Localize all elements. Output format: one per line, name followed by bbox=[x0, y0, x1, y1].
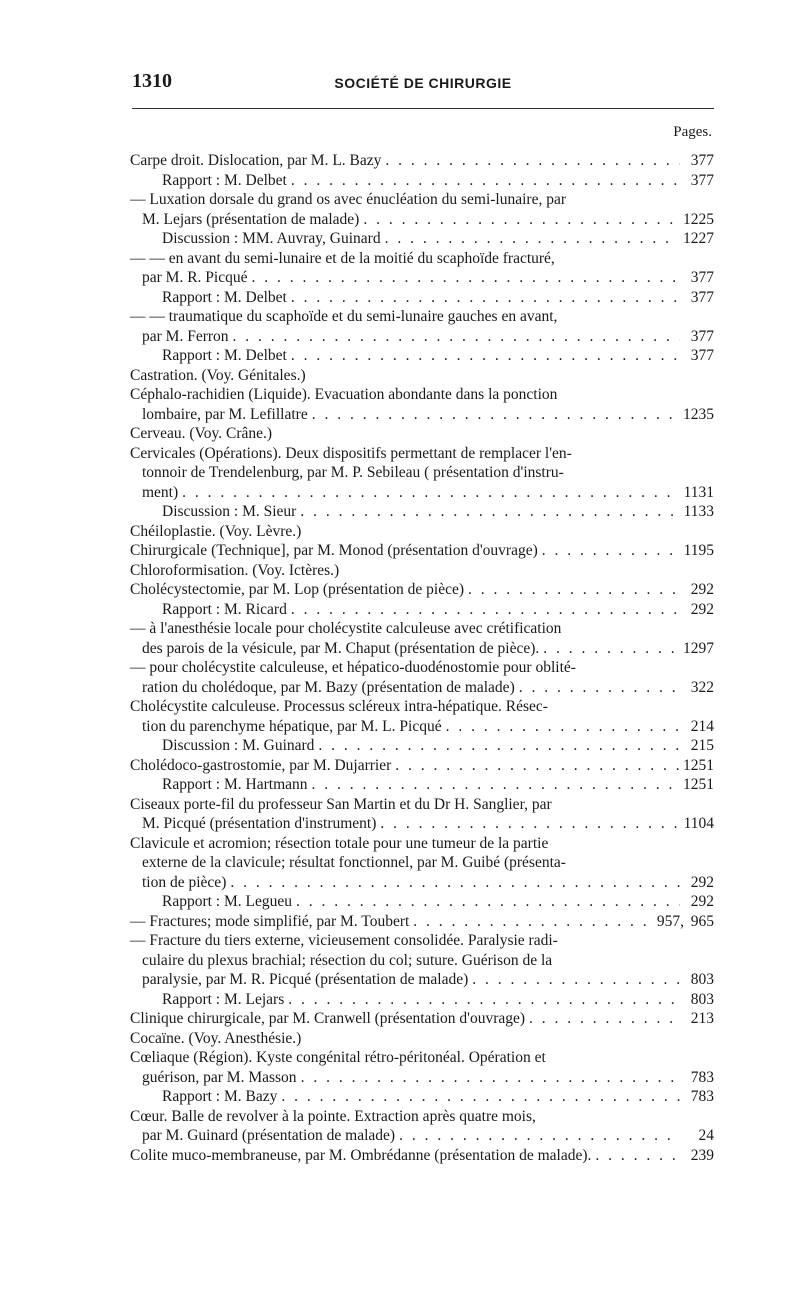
index-line bbox=[130, 1048, 714, 1068]
index-line bbox=[130, 1029, 714, 1049]
page-ref: 24 bbox=[698, 1127, 714, 1144]
dot-leader bbox=[291, 600, 680, 620]
index-line bbox=[130, 931, 714, 951]
page-ref: 213 bbox=[690, 1010, 714, 1027]
index-line bbox=[130, 541, 714, 561]
index-line bbox=[130, 249, 714, 269]
dot-leader bbox=[296, 892, 680, 912]
index-line bbox=[130, 892, 714, 912]
index-line bbox=[130, 171, 714, 191]
index-line bbox=[130, 912, 714, 932]
entry-text: par M. Ferron bbox=[142, 327, 229, 345]
index-line bbox=[130, 190, 714, 210]
index-line bbox=[130, 288, 714, 308]
page-ref: 214 bbox=[690, 717, 714, 735]
page-ref: 292 bbox=[690, 581, 714, 598]
entry-text: Rapport : M. Delbet bbox=[162, 347, 287, 364]
dot-leader bbox=[291, 288, 680, 308]
index-line bbox=[130, 775, 714, 795]
entry-text: Céphalo-rachidien (Liquide). Evacuation abondante dans la ponction bbox=[130, 386, 558, 403]
entry-text: Rapport : M. Delbet bbox=[162, 288, 287, 306]
dot-leader bbox=[251, 268, 680, 288]
entry-text: Castration. (Voy. Génitales.) bbox=[130, 366, 306, 384]
entry-text: ment) bbox=[142, 483, 179, 501]
index-line bbox=[130, 951, 714, 971]
entry-text: — à l'anesthésie locale pour cholécystite calculeuse avec crétification bbox=[130, 620, 562, 637]
dot-leader bbox=[300, 502, 679, 522]
index-line bbox=[130, 1146, 714, 1166]
index-line bbox=[130, 814, 714, 834]
entry-text: M. Picqué (présentation d'instrument) bbox=[142, 815, 377, 832]
index-line bbox=[130, 717, 714, 737]
index-line bbox=[130, 678, 714, 698]
index-line bbox=[130, 1107, 714, 1127]
entry-text: — — en avant du semi-lunaire et de la moitié du scaphoïde fracturé, bbox=[130, 249, 555, 267]
dot-leader bbox=[472, 970, 680, 990]
index-line bbox=[130, 600, 714, 620]
entry-text: Cholécystite calculeuse. Processus scléreux intra-hépatique. Résec- bbox=[130, 698, 548, 715]
page-ref: 215 bbox=[690, 737, 714, 754]
page-ref: 1225 bbox=[683, 210, 714, 228]
entry-text: Rapport : M. Ricard bbox=[162, 600, 287, 618]
page-ref-2: 965 bbox=[690, 912, 714, 930]
page-ref: 377 bbox=[690, 152, 714, 169]
index-line bbox=[130, 561, 714, 581]
entry-text: — pour cholécystite calculeuse, et hépatico-duodénostomie pour oblité- bbox=[130, 659, 576, 676]
entry-text: Discussion : M. Guinard bbox=[162, 737, 315, 754]
index-line bbox=[130, 756, 714, 776]
page-ref: 783 bbox=[690, 1068, 714, 1086]
index-line bbox=[130, 697, 714, 717]
entry-text: Cerveau. (Voy. Crâne.) bbox=[130, 425, 273, 442]
index-line bbox=[130, 229, 714, 249]
index-line bbox=[130, 639, 714, 659]
entry-text: tonnoir de Trendelenburg, par M. P. Sebileau ( présentation d'instru- bbox=[142, 464, 564, 481]
entry-text: Cervicales (Opérations). Deux dispositifs permettant de remplacer l'en- bbox=[130, 444, 572, 462]
index-line bbox=[130, 424, 714, 444]
entry-text: Chéiloplastie. (Voy. Lèvre.) bbox=[130, 522, 302, 540]
page-ref: 322 bbox=[690, 678, 714, 696]
index-line bbox=[130, 151, 714, 171]
index-line bbox=[130, 268, 714, 288]
page-ref: 377 bbox=[690, 171, 714, 189]
dot-leader bbox=[395, 756, 679, 776]
dot-leader bbox=[288, 990, 680, 1010]
index-line bbox=[130, 736, 714, 756]
entry-text: par M. Guinard (présentation de malade) bbox=[142, 1127, 396, 1144]
index-line bbox=[130, 385, 714, 405]
entry-text: Rapport : M. Lejars bbox=[162, 990, 285, 1008]
entry-text: Rapport : M. Legueu bbox=[162, 893, 293, 910]
index-line bbox=[130, 444, 714, 464]
entry-text: M. Lejars (présentation de malade) bbox=[142, 210, 360, 228]
running-title: SOCIÉTÉ DE CHIRURGIE bbox=[334, 75, 512, 91]
page-ref: 1235 bbox=[683, 405, 714, 423]
dot-leader bbox=[468, 580, 680, 600]
index-line bbox=[130, 210, 714, 230]
page-ref: 377 bbox=[690, 288, 714, 306]
page-ref: 377 bbox=[690, 269, 714, 286]
page-ref: 1133 bbox=[683, 503, 714, 520]
entry-text: Rapport : M. Delbet bbox=[162, 171, 287, 189]
entry-text: guérison, par M. Masson bbox=[142, 1068, 297, 1086]
page-ref: 292 bbox=[690, 873, 714, 891]
entry-text: Colite muco-membraneuse, par M. Ombrédanne (présentation de malade). bbox=[130, 1146, 592, 1164]
dot-leader bbox=[312, 405, 679, 425]
dot-leader bbox=[519, 678, 680, 698]
dot-leader bbox=[291, 171, 680, 191]
dot-leader bbox=[446, 717, 680, 737]
index-line bbox=[130, 834, 714, 854]
dot-leader bbox=[380, 814, 679, 834]
index-line bbox=[130, 483, 714, 503]
entry-text: par M. R. Picqué bbox=[142, 269, 248, 286]
dot-leader bbox=[301, 1068, 680, 1088]
entry-text: Cholécystectomie, par M. Lop (présentation de pièce) bbox=[130, 581, 464, 598]
entry-text: Cœliaque (Région). Kyste congénital rétro-péritonéal. Opération et bbox=[130, 1049, 546, 1066]
index-line bbox=[130, 580, 714, 600]
page-ref: 957, bbox=[656, 912, 684, 930]
index-line bbox=[130, 327, 714, 347]
page-ref: 803 bbox=[690, 971, 714, 988]
entry-text: Discussion : M. Sieur bbox=[162, 503, 297, 520]
index-line bbox=[130, 307, 714, 327]
dot-leader bbox=[542, 541, 680, 561]
dot-leader bbox=[312, 775, 679, 795]
dot-leader bbox=[318, 736, 680, 756]
page-ref: 1131 bbox=[683, 483, 714, 501]
dot-leader bbox=[291, 346, 680, 366]
entry-text: Rapport : M. Hartmann bbox=[162, 776, 308, 793]
dot-leader bbox=[233, 327, 680, 347]
page-ref: 803 bbox=[690, 990, 714, 1008]
index-line bbox=[130, 1068, 714, 1088]
index-line bbox=[130, 346, 714, 366]
page-ref: 1195 bbox=[683, 542, 714, 559]
entry-text: Chloroformisation. (Voy. Ictères.) bbox=[130, 561, 340, 579]
entry-text: externe de la clavicule; résultat fonctionnel, par M. Guibé (présenta- bbox=[142, 854, 566, 871]
page-number: 1310 bbox=[132, 70, 172, 92]
entry-text: tion du parenchyme hépatique, par M. L. Picqué bbox=[142, 717, 442, 735]
index-line bbox=[130, 970, 714, 990]
page-ref: 239 bbox=[690, 1146, 714, 1164]
page-ref: 1251 bbox=[683, 776, 714, 793]
dot-leader bbox=[399, 1126, 680, 1146]
dot-leader bbox=[281, 1087, 680, 1107]
index-line bbox=[130, 1009, 714, 1029]
index-line bbox=[130, 405, 714, 425]
entry-text: — Fractures; mode simplifié, par M. Toubert bbox=[130, 912, 410, 930]
dot-leader bbox=[595, 1146, 680, 1166]
entry-text: — Fracture du tiers externe, vicieusement consolidée. Paralysie radi- bbox=[130, 932, 558, 949]
entry-text: Rapport : M. Bazy bbox=[162, 1088, 278, 1105]
page-header bbox=[132, 70, 714, 100]
entry-text: Clinique chirurgicale, par M. Cranwell (présentation d'ouvrage) bbox=[130, 1010, 526, 1027]
dot-leader bbox=[543, 639, 679, 659]
entry-text: Ciseaux porte-fil du professeur San Martin et du Dr H. Sanglier, par bbox=[130, 795, 552, 813]
index-line bbox=[130, 873, 714, 893]
index-line bbox=[130, 795, 714, 815]
entry-text: Discussion : MM. Auvray, Guinard bbox=[162, 230, 381, 247]
entry-text: Cocaïne. (Voy. Anesthésie.) bbox=[130, 1029, 302, 1047]
dot-leader bbox=[385, 151, 680, 171]
entry-text: — — traumatique du scaphoïde et du semi-lunaire gauches en avant, bbox=[130, 308, 558, 325]
dot-leader bbox=[182, 483, 679, 503]
index-line bbox=[130, 990, 714, 1010]
entry-text: Chirurgicale (Technique], par M. Monod (présentation d'ouvrage) bbox=[130, 542, 538, 559]
dot-leader bbox=[230, 873, 680, 893]
page-ref: 292 bbox=[690, 893, 714, 910]
dot-leader bbox=[529, 1009, 680, 1029]
index-line bbox=[130, 619, 714, 639]
entry-text: lombaire, par M. Lefillatre bbox=[142, 405, 308, 423]
entry-text: Carpe droit. Dislocation, par M. L. Bazy bbox=[130, 152, 382, 169]
index-line bbox=[130, 366, 714, 386]
index-line bbox=[130, 502, 714, 522]
page-ref: 783 bbox=[690, 1088, 714, 1105]
index-line bbox=[130, 853, 714, 873]
entry-text: des parois de la vésicule, par M. Chaput (présentation de pièce). bbox=[142, 639, 540, 657]
dot-leader bbox=[413, 912, 650, 932]
entry-text: — Luxation dorsale du grand os avec énucléation du semi-lunaire, par bbox=[130, 191, 567, 208]
index-line bbox=[130, 658, 714, 678]
dot-leader bbox=[385, 229, 679, 249]
page-ref: 377 bbox=[690, 347, 714, 364]
page-ref: 1251 bbox=[683, 756, 714, 774]
entry-text: Cholédoco-gastrostomie, par M. Dujarrier bbox=[130, 756, 392, 774]
page-ref: 1297 bbox=[683, 639, 714, 657]
index-line bbox=[130, 522, 714, 542]
page-ref: 1104 bbox=[683, 815, 714, 832]
dot-leader bbox=[363, 210, 679, 230]
entry-text: Clavicule et acromion; résection totale pour une tumeur de la partie bbox=[130, 834, 549, 852]
page-ref: 377 bbox=[690, 327, 714, 345]
entry-text: culaire du plexus brachial; résection du col; suture. Guérison de la bbox=[142, 951, 553, 969]
page-ref: 1227 bbox=[683, 230, 714, 247]
pages-column-label: Pages. bbox=[673, 124, 712, 140]
page-ref: 292 bbox=[690, 600, 714, 618]
entry-text: Cœur. Balle de revolver à la pointe. Extraction après quatre mois, bbox=[130, 1107, 536, 1125]
index-line bbox=[130, 463, 714, 483]
index-entries bbox=[130, 151, 714, 1165]
entry-text: tion de pièce) bbox=[142, 873, 227, 891]
entry-text: ration du cholédoque, par M. Bazy (présentation de malade) bbox=[142, 678, 515, 696]
header-rule bbox=[132, 108, 714, 109]
entry-text: paralysie, par M. R. Picqué (présentation de malade) bbox=[142, 971, 469, 988]
index-line bbox=[130, 1087, 714, 1107]
index-line bbox=[130, 1126, 714, 1146]
